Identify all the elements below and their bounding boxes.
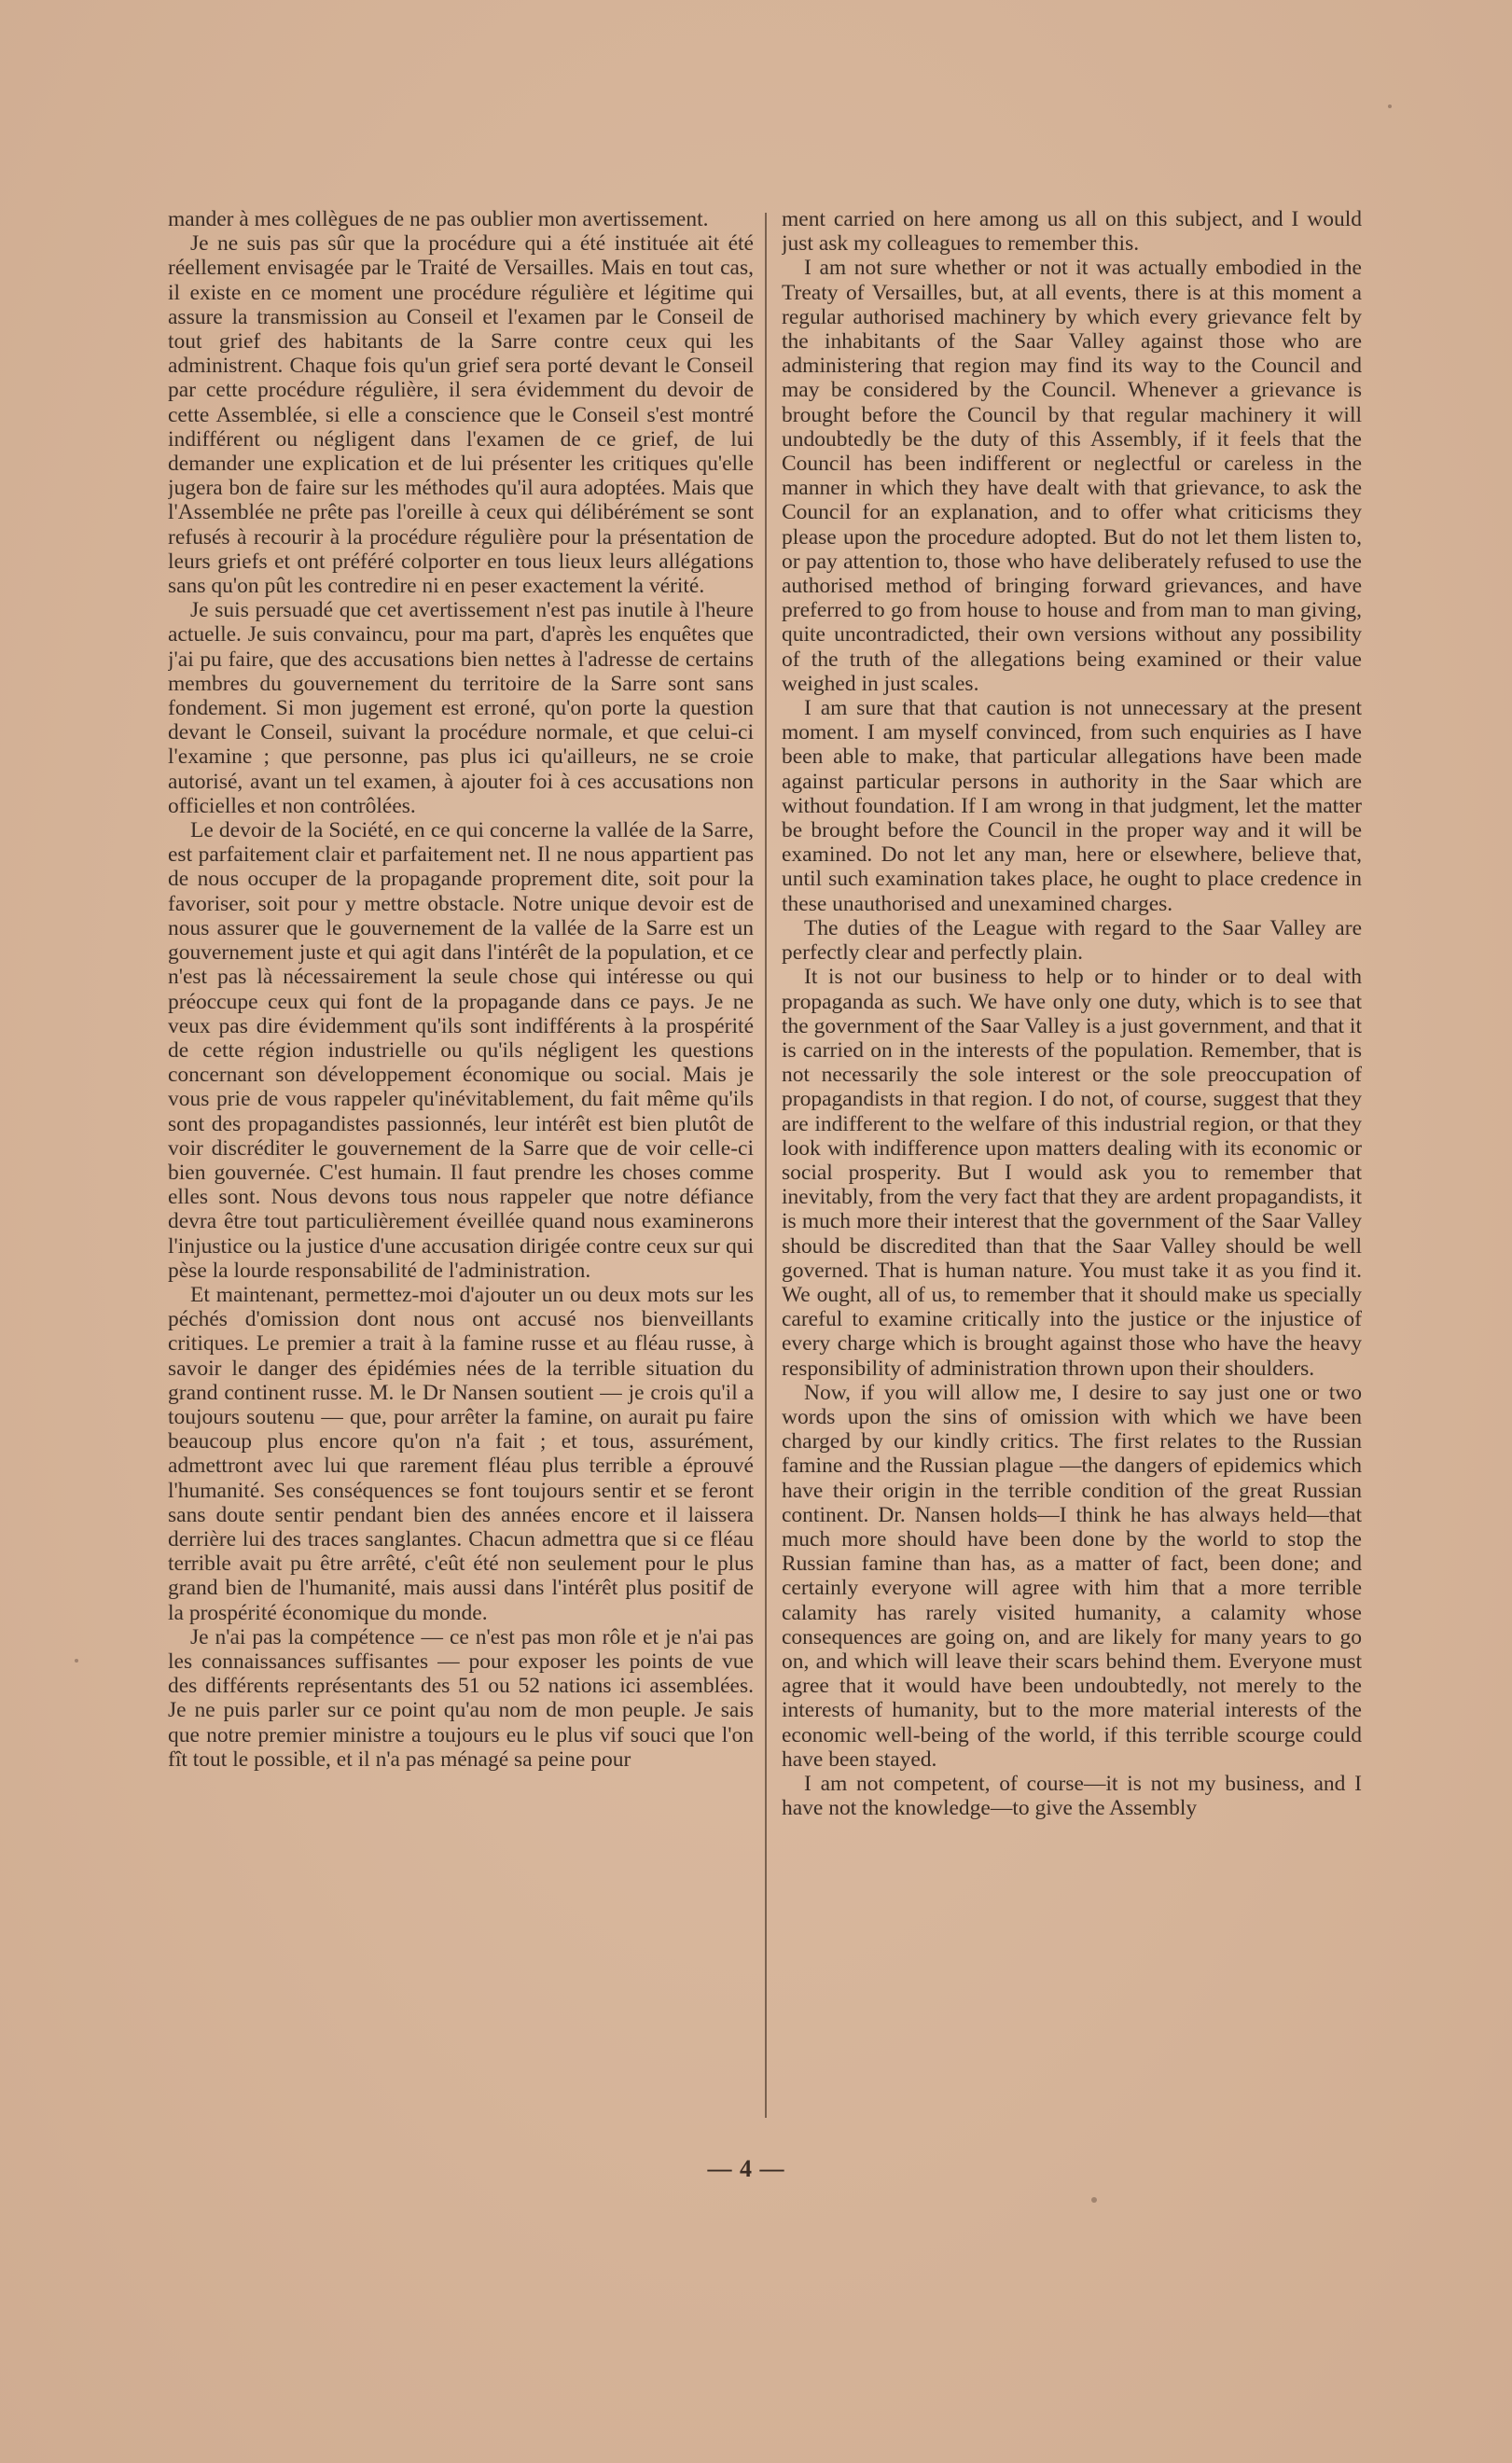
paragraph: The duties of the League with regard to the Saar Valley are perfectly clear and perfectly plain. (782, 915, 1362, 966)
paragraph: mander à mes collègues de ne pas oublier mon avertissement. (168, 207, 709, 231)
paper-speck (1388, 104, 1392, 108)
page-number: — 4 — (707, 2155, 785, 2182)
paragraph: I am sure that that caution is not unnecessary at the present moment. I am myself convinced, from such enquiries as I have been able to make, that particular allegations have been made against particular persons in authority in the Saar which are without foundation. If I am wrong in that judgment, let the matter be brought before the Council in the proper way and it will be examined. Do not let any man, here or elsewhere, believe that, until such examination takes place, he ought to place credence in these unauthorised and unexamined charges. (782, 696, 1362, 916)
paragraph: Je ne suis pas sûr que la procédure qui a été instituée ait été réellement envisagée par le Traité de Versailles. Mais en tout cas, il existe en ce moment une procédure régulière et légitime qui assure la transmission au Conseil et l'examen par le Conseil de tout grief des habitants de la Sarre contre ceux qui les administrent. Chaque fois qu'un grief sera porté devant le Conseil par cette procédure régulière, il sera évidemment du devoir de cette Assemblée, si elle a conscience que le Conseil s'est montré indifférent ou négligent dans l'examen de ce grief, de lui demander une explication et de lui présenter les critiques qu'elle jugera bon de faire sur les méthodes qu'il aura adoptées. Mais que l'Assemblée ne prête pas l'oreille à ceux qui délibérément se sont refusés à recourir à la procédure régulière pour la présentation de leurs griefs et ont préféré colporter en tous lieux leurs allégations sans qu'on pût les contredire ni en peser exactement la vérité. (168, 231, 754, 599)
left-column-french (168, 207, 754, 2120)
paragraph: Le devoir de la Société, en ce qui concerne la vallée de la Sarre, est parfaitement clair et parfaitement net. Il ne nous appartient pas de nous occuper de la propagande proprement dite, soit pour la favoriser, soit pour y mettre obstacle. Notre unique devoir est de nous assurer que le gouvernement de la vallée de la Sarre est un gouvernement juste et qui agit dans l'intérêt de la population, et ce n'est pas là nécessairement la seule chose qui intéresse ou qui préoccupe ceux qui font de la propagande dans ce pays. Je ne veux pas dire évidemment qu'ils sont indifférents à la prospérité de cette région industrielle ou qu'ils négligent les questions concernant son développement économique ou social. Mais je vous prie de vous rappeler qu'inévitablement, du fait même qu'ils sont des propagandistes passionnés, leur intérêt est bien plutôt de voir discréditer le gouvernement de la Sarre que de voir celle-ci bien gouvernée. C'est humain. Il faut prendre les choses comme elles sont. Nous devons tous nous rappeler que notre défiance devra être tout particulièrement éveillée quand nous examinerons l'injustice ou la justice d'une accusation dirigée contre ceux sur qui pèse la lourde responsabilité de l'administration. (168, 818, 754, 1283)
column-divider (765, 213, 767, 2118)
paragraph: Et maintenant, permettez-moi d'ajouter un ou deux mots sur les péchés d'omission dont nous ont accusé nos bienveillants critiques. Le premier a trait à la famine russe et au fléau russe, à savoir le danger des épidémies nées de la terrible situation du grand continent russe. M. le Dr Nansen soutient — je crois qu'il a toujours soutenu — que, pour arrêter la famine, on aurait pu faire beaucoup plus encore qu'on n'a fait ; et tous, assurément, admettront avec lui que rarement fléau plus terrible a éprouvé l'humanité. Ses conséquences se font toujours sentir et se feront sans doute sentir pendant bien des années encore et il laissera derrière lui des traces sanglantes. Chacun admettra que si ce fléau terrible avait pu être arrêté, c'eût été non seulement pour le plus grand bien de l'humanité, mais aussi dans l'intérêt plus positif de la prospérité économique du monde. (168, 1282, 754, 1625)
paragraph: Je suis persuadé que cet avertissement n'est pas inutile à l'heure actuelle. Je suis convaincu, pour ma part, d'après les enquêtes que j'ai pu faire, que des accusations bien nettes à l'adresse de certains membres du gouvernement du territoire de la Sarre sont sans fondement. Si mon jugement est erroné, qu'on porte la question devant le Conseil, suivant la procédure normale, et que celui-ci l'examine ; que personne, pas plus ici qu'ailleurs, ne se croie autorisé, avant un tel examen, à ajouter foi à ces accusations non officielles et non contrôlées. (168, 598, 754, 818)
paragraph: I am not competent, of course—it is not my business, and I have not the knowledge—to give the Assembly (782, 1772, 1362, 1821)
paragraph: ment carried on here among us all on this subject, and I would just ask my colleagues to remember this. (782, 207, 1362, 257)
paragraph: Now, if you will allow me, I desire to say just one or two words upon the sins of omission with which we have been charged by our kindly critics. The first relates to the Russian famine and the Russian plague —the dangers of epidemics which have their origin in the terrible condition of the great Russian continent. Dr. Nansen holds—I think he has always held—that much more should have been done by the world to stop the Russian famine than has, as a matter of fact, been done; and certainly everyone will agree with him that a more terrible calamity has rarely visited humanity, a calamity whose consequences are going on, and are likely for many years to go on, and which will leave their scars behind them. Everyone must agree that it would have been undoubtedly, not merely to the interests of humanity, but to the more material interests of the economic well-being of the world, if this terrible scourge could have been stayed. (782, 1380, 1362, 1772)
paragraph: It is not our business to help or to hinder or to deal with propaganda as such. We have only one duty, which is to see that the government of the Saar Valley is a just government, and that it is carried on in the interests of the population. Remember, that is not necessarily the sole interest or the sole preoccupation of propagandists in that region. I do not, of course, suggest that they are indifferent to the welfare of this industrial region, or that they look with indifference upon matters dealing with its economic or social prosperity. But I would ask you to remember that inevitably, from the very fact that they are ardent propagandists, it is much more their interest that the government of the Saar Valley should be discredited than that the Saar Valley should be well governed. That is human nature. You must take it as you find it. We ought, all of us, to remember that it should make us specially careful to examine critically into the justice or the injustice of every charge which is brought against those who have the heavy responsibility of administration thrown upon their shoulders. (782, 965, 1362, 1381)
paragraph: Je n'ai pas la compétence — ce n'est pas mon rôle et je n'ai pas les connaissances suffisantes — pour exposer les points de vue des différents représentants des 51 ou 52 nations ici assemblées. Je ne puis parler sur ce point qu'au nom de mon peuple. Je sais que notre premier ministre a toujours eu le plus vif souci que l'on fît tout le possible, et il n'a pas ménagé sa peine pour (168, 1624, 754, 1772)
paper-speck (75, 1659, 78, 1663)
paragraph: I am not sure whether or not it was actually embodied in the Treaty of Versailles, but, at all events, there is at this moment a regular authorised machinery by which every grievance felt by the inhabitants of the Saar Valley against those who are administering that region may find its way to the Council and may be considered by the Council. Whenever a grievance is brought before the Council by that regular machinery it will undoubtedly be the duty of this Assembly, if it feels that the Council has been indifferent or neglectful or careless in the manner in which they have dealt with that grievance, to ask the Council for an explanation, and to offer what criticisms they please upon the procedure adopted. But do not let them listen to, or pay attention to, those who have deliberately refused to use the authorised method of bringing forward grievances, and have preferred to go from house to house and from man to man giving, quite uncontradicted, their own versions without any possibility of the truth of the allegations being examined or their value weighed in just scales. (782, 256, 1362, 696)
right-column-english (782, 207, 1362, 2120)
paper-speck (1091, 2197, 1097, 2203)
